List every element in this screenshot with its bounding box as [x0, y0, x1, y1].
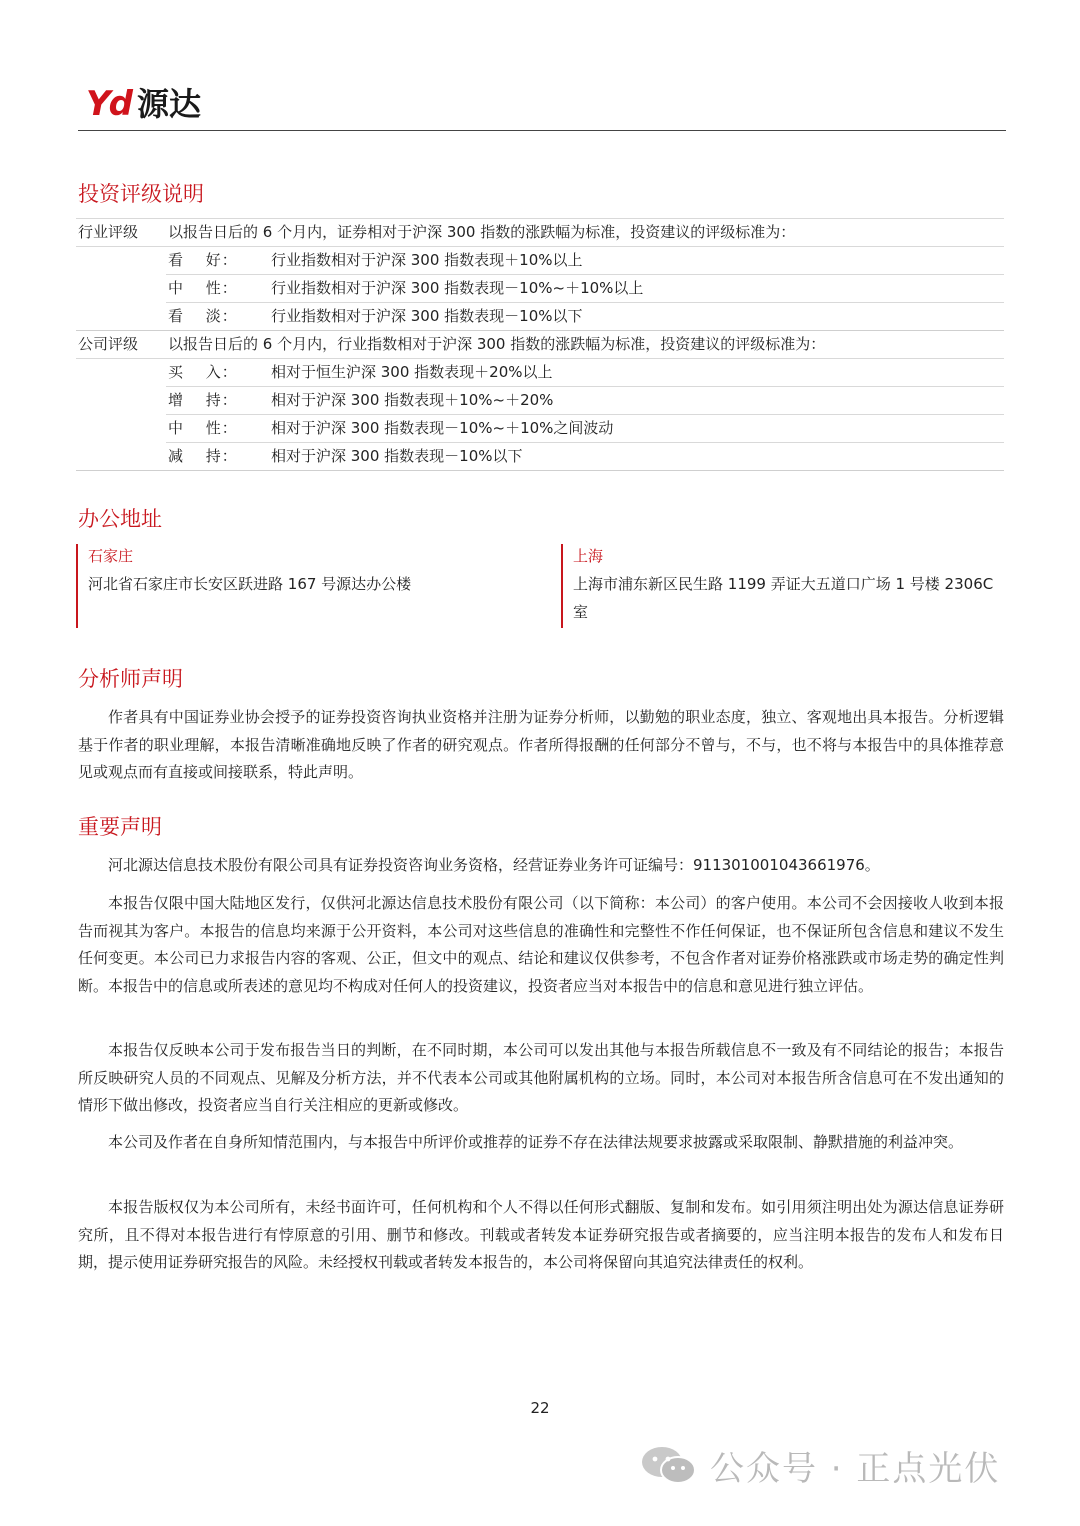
rating-value: 行业指数相对于沪深 300 指数表现＋10%以上: [271, 251, 583, 269]
important-title: 重要声明: [78, 815, 162, 839]
ratings-table: [76, 218, 1004, 471]
rating-key: 中 性：: [168, 419, 238, 437]
analyst-statement: 作者具有中国证券业协会授予的证券投资咨询执业资格并注册为证券分析师，以勤勉的职业态度，独立、客观地出具本报告。分析逻辑基于作者的职业理解，本报告清晰准确地反映了作者的研究观点。作者所得报酬的任何部分不曾与，不与，也不将与本报告中的具体推荐意见或观点而有直接或间接联系，特此声明。: [78, 708, 1004, 781]
office-address: 上海市浦东新区民生路 1199 弄证大五道口广场 1 号楼 2306C 室: [573, 575, 994, 621]
important-paragraph: 本公司及作者在自身所知情范围内，与本报告中所评价或推荐的证券不存在法律法规要求披露或采取限制、静默措施的利益冲突。: [108, 1133, 964, 1151]
rating-item: [76, 303, 1004, 331]
rating-value: 相对于恒生沪深 300 指数表现＋20%以上: [271, 363, 553, 381]
ratings-title: 投资评级说明: [78, 182, 204, 206]
rating-key: 看 好：: [168, 251, 238, 269]
wechat-icon: [640, 1446, 698, 1486]
rating-item: [166, 387, 1004, 415]
important-paragraph: 本报告仅反映本公司于发布报告当日的判断，在不同时期，本公司可以发出其他与本报告所载信息不一致及有不同结论的报告；本报告所反映研究人员的不同观点、见解及分析方法，并不代表本公司或其他附属机构的立场。同时，本公司对本报告所含信息可在不发出通知的情形下做出修改，投资者应当自行关注相应的更新或修改。: [78, 1041, 1004, 1114]
company-rating-desc: 以报告日后的 6 个月内，行业指数相对于沪深 300 指数的涨跌幅为标准，投资建议的评级标准为：: [168, 335, 826, 353]
rating-key: 减 持：: [168, 447, 238, 465]
rating-item: [166, 275, 1004, 303]
analyst-title: 分析师声明: [78, 667, 183, 691]
office-title: 办公地址: [78, 507, 162, 531]
rating-value: 相对于沪深 300 指数表现－10%~＋10%之间波动: [271, 419, 614, 437]
rating-value: 行业指数相对于沪深 300 指数表现－10%以下: [271, 307, 583, 325]
rating-item: [166, 359, 1004, 387]
rating-item: [166, 415, 1004, 443]
rating-key: 买 入：: [168, 363, 238, 381]
rating-item: [166, 247, 1004, 275]
page-number: 22: [530, 1399, 550, 1417]
office-city: 上海: [573, 547, 604, 565]
office-shijiazhuang: [76, 544, 528, 628]
industry-rating-label: 行业评级: [78, 223, 139, 241]
office-city: 石家庄: [88, 547, 134, 565]
important-paragraph: 本报告仅限中国大陆地区发行，仅供河北源达信息技术股份有限公司（以下简称：本公司）的客户使用。本公司不会因接收人收到本报告而视其为客户。本报告的信息均来源于公开资料，本公司对这些信息的准确性和完整性不作任何保证，也不保证所包含信息和建议不发生任何变更。本公司已力求报告内容的客观、公正，但文中的观点、结论和建议仅供参考，不包含作者对证券价格涨跌或市场走势的确定性判断。本报告中的信息或所表述的意见均不构成对任何人的投资建议，投资者应当对本报告中的信息和意见进行独立评估。: [78, 894, 1004, 995]
important-paragraph: 河北源达信息技术股份有限公司具有证券投资咨询业务资格，经营证券业务许可证编号：911301001043661976。: [108, 856, 880, 874]
company-rating-row: [76, 331, 1004, 359]
header-divider: [78, 130, 1006, 131]
office-shanghai: [561, 544, 1008, 628]
logo-text: 源达: [136, 85, 201, 123]
company-rating-label: 公司评级: [78, 335, 139, 353]
rating-value: 行业指数相对于沪深 300 指数表现－10%~＋10%以上: [271, 279, 644, 297]
rating-key: 看 淡：: [168, 307, 238, 325]
rating-key: 增 持：: [168, 391, 238, 409]
rating-key: 中 性：: [168, 279, 238, 297]
office-address: 河北省石家庄市长安区跃进路 167 号源达办公楼: [88, 575, 412, 593]
rating-item: [76, 443, 1004, 471]
watermark-text: 公众号 · 正点光伏: [710, 1449, 1001, 1489]
rating-value: 相对于沪深 300 指数表现－10%以下: [271, 447, 523, 465]
logo-mark: Yd: [86, 84, 131, 124]
watermark: [640, 1441, 1000, 1490]
company-logo: [86, 84, 201, 124]
industry-rating-desc: 以报告日后的 6 个月内，证券相对于沪深 300 指数的涨跌幅为标准，投资建议的评级标准为：: [168, 223, 796, 241]
industry-rating-row: [76, 219, 1004, 247]
important-paragraph: 本报告版权仅为本公司所有，未经书面许可，任何机构和个人不得以任何形式翻版、复制和发布。如引用须注明出处为源达信息证券研究所，且不得对本报告进行有悖原意的引用、删节和修改。刊载或者转发本证券研究报告或者摘要的，应当注明本报告的发布人和发布日期，提示使用证券研究报告的风险。未经授权刊载或者转发本报告的，本公司将保留向其追究法律责任的权利。: [78, 1198, 1004, 1271]
page-header: [78, 84, 1006, 132]
rating-value: 相对于沪深 300 指数表现＋10%~＋20%: [271, 391, 554, 409]
